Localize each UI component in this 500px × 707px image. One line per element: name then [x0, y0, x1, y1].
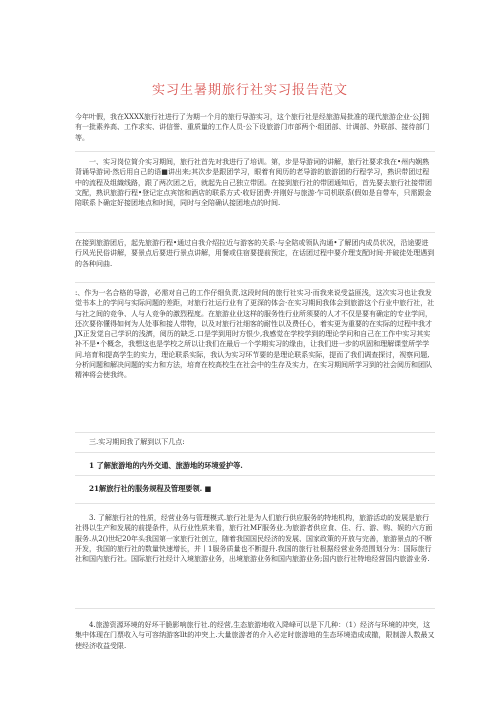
divider — [75, 282, 435, 283]
paragraph-intro — [75, 112, 435, 143]
divider — [75, 452, 435, 453]
divider — [75, 503, 435, 504]
paragraph-reception — [75, 238, 435, 269]
list-item-1 — [75, 461, 435, 471]
paragraph-point-three — [75, 513, 435, 564]
list-item-2 — [75, 484, 435, 494]
paragraph-text: :、作为一名合格的导游，必需对自己的工作仔细负责,这段时间的旅行社实习·而我来说受益匪浅，这次实习也让我发觉书本上的学问与实际问题的差距，对旅行社运行业有了更深的体会·在实习期间我体会到旅游这个行业中旅行社，社与社之间的竞争、人与人竞争的激烈程度。在旅游业业这样的服务性行业所须要的人才不仅是要有确定的专业学问，还次要你懂得如何为人处事和接人带物，以及对旅行社细客的耐性以及费任心，着实更为重要的在实际的过程中我才JX正发觉自己学识的浅濟，阅历的缺乏.口是学到用时方恨少,我感觉在学校学到的理论学问和自己在工作中实习其实补不是•个概念，我想这也是学校之所以让我们在最后一个学期实习的缘由，让我们进一步的巩固和理解课堂所学学问.培育和提高学生的实力，理论联系实际，我认为实习环节要的是理论联系实际，提而了我们调查探讨，视察问题,分析问题和解决问题的实力和方法，培育在校高校生在社会中的生存及实力，在实习期间所学习到的社会阅历和团队精神将会使我终。 — [75, 289, 435, 380]
divider — [75, 232, 435, 233]
divider — [75, 151, 435, 152]
paragraph-text: 今年叶假，我在XXXX旅行社进行了为期一个月的旅行导游实习，这个旅行社是经旅游局批准的现代旅游企业·公J拥有一批素养高、工作求实、讲信誉、重质量的工作人员·公下设旅游门市部两个·组团部、计调部、外联部、接待部门等。 — [75, 113, 430, 142]
paragraph-text: 三.实习期间我了解到以下几点: — [89, 438, 185, 446]
paragraph-section-two — [75, 288, 435, 381]
paragraph-text: 在接到旅游团后，起先旅游行程•通过自我介绍拉近与游客的关系·与全陪或领队沟通•了解团内成员状况，沿途要进行风光民俗讲解，要景点后要进行景点讲解，用餐或住宿要提前预定，在话团过程中要介理支配时间·并破徒处理遇到的各种问曲. — [75, 239, 435, 268]
document-title: 实习生暑期旅行社实习报告范文 — [151, 83, 348, 98]
paragraph-section-one — [75, 157, 435, 208]
paragraph-text: 一、实习岗位简介实习期间，旅行社首先对我进行了培训。第，步是导游词的讲解，旅行社要求我在•州内娴熟背诵导游词·然后用自己的语■讲出来;其次步是跟团学习，眼着有阅历的老导游的旅游团的行程学习，熟识带团过程中的流程及组織线路，跟了两次团之后，就起先自己独立带团。在接到旅行社的带团通知后，首先要去旅行社接带团文配，熟识旅游行程•登记定点宾馆和酒店的联系方式·收好团费·并刚好与旅游·乍司机联系(假如是自带车，只需跟金陪联系卜确定好接团地点和时间，同时与全陪确认接团地点的时间. — [75, 158, 432, 208]
list-item-text: 21解旅行社的服务规程及管理要领. ■ — [89, 484, 212, 493]
list-item-text: 1 了解旅游地的内外交通、旅游地的环境爱护等. — [89, 461, 243, 470]
divider — [75, 432, 435, 433]
divider — [75, 608, 435, 609]
paragraph-text: 4.旅游资源环境的好坏干脆影响旅行社.的经营,生态旅游地收入降峰可以是下几种：（1）经济与环境的冲突，这集中体现在门票收入与可容纳游客llt的冲突上.大量旅游者的介入必定时旅游地的生态环境造成成撤，限制游人数最又使经济收益受限. — [75, 621, 435, 650]
paragraph-section-three — [75, 437, 435, 447]
divider — [75, 475, 435, 476]
paragraph-text: 3. 了解旅行社的性质，经营业务与管理模式.旅行社是为人们旅行供应服务的特地机构，旅游活动的发展是旅行社得以生产和发展的前提条件，从行业性质来看，旅行社MF服务业.为旅游者供应食、住、行、游、购、娱的六方面服务.从2()世纪20年头我国第一家旅行社创立，随着我国国民经济的发展、国家政策的开放与完善，旅游景点的不断开发，我国的旅行社的数量快速增长，并丨1服务质量也不断提升.我国的旅行社根据经营业务范围划分为：国际旅行社和国内旅行社。国际旅行社经计入境旅游业务，出境旅游业务和国内旅游业务;国内旅行社特地经营国内旅游业务. — [75, 514, 433, 564]
paragraph-point-four — [75, 620, 435, 651]
